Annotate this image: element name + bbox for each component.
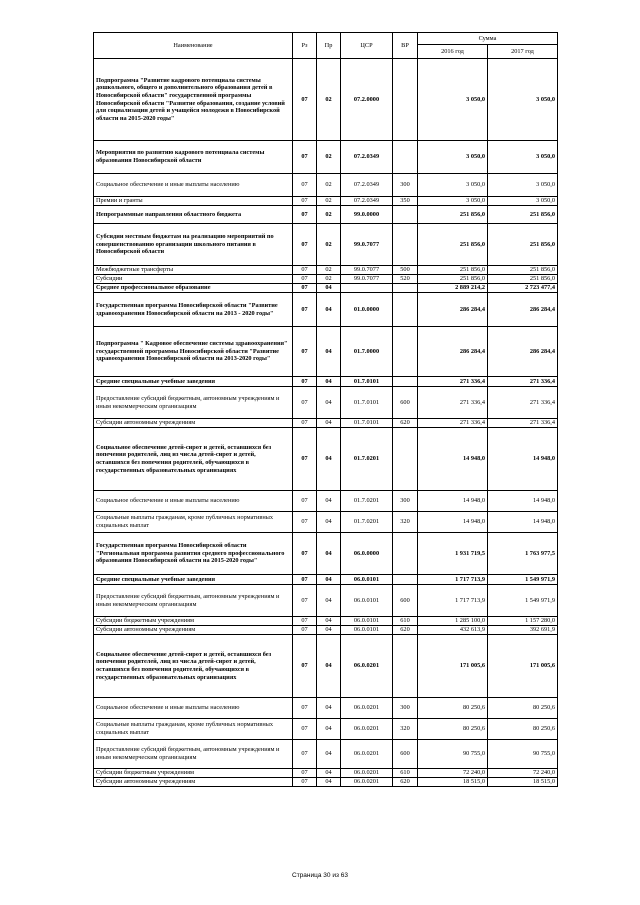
row-name: Мероприятия по развитию кадрового потенциала системы образования Новосибирской области <box>94 141 293 174</box>
row-amount-2017: 1 763 977,5 <box>488 533 558 575</box>
table-row <box>94 740 558 769</box>
row-vr: 600 <box>393 740 418 769</box>
header-csr: ЦСР <box>341 33 393 59</box>
table-row <box>94 224 558 266</box>
row-rz: 07 <box>293 174 317 197</box>
row-pr: 02 <box>317 197 341 206</box>
row-amount-2017: 251 856,0 <box>488 206 558 224</box>
table-row <box>94 387 558 419</box>
row-rz: 07 <box>293 206 317 224</box>
row-amount-2016: 1 285 100,0 <box>418 617 488 626</box>
row-amount-2017: 3 050,0 <box>488 141 558 174</box>
row-csr: 99.0.7077 <box>341 224 393 266</box>
row-rz: 07 <box>293 491 317 512</box>
row-name: Социальное обеспечение и иные выплаты населению <box>94 698 293 719</box>
row-pr: 04 <box>317 617 341 626</box>
row-name: Социальное обеспечение детей-сирот и детей, оставшихся без попечения родителей, лиц из числа детей-сирот и детей, оставшихся без попечения родителей, обучающихся в государственных образовательных организациях <box>94 428 293 491</box>
row-csr: 06.0.0201 <box>341 698 393 719</box>
row-rz: 07 <box>293 740 317 769</box>
row-pr: 04 <box>317 769 341 778</box>
row-amount-2017: 14 948,0 <box>488 512 558 533</box>
row-name: Субсидии бюджетным учреждениям <box>94 617 293 626</box>
row-amount-2016: 14 948,0 <box>418 491 488 512</box>
row-pr: 04 <box>317 512 341 533</box>
row-amount-2016: 1 717 713,9 <box>418 575 488 585</box>
row-pr: 02 <box>317 224 341 266</box>
header-name: Наименование <box>94 33 293 59</box>
row-csr: 07.2.0349 <box>341 197 393 206</box>
row-amount-2017: 3 050,0 <box>488 174 558 197</box>
row-amount-2017: 251 856,0 <box>488 266 558 275</box>
row-amount-2016: 271 336,4 <box>418 387 488 419</box>
row-vr <box>393 635 418 698</box>
row-amount-2016: 251 856,0 <box>418 266 488 275</box>
row-rz: 07 <box>293 141 317 174</box>
row-pr: 02 <box>317 174 341 197</box>
row-name: Субсидии автономным учреждениям <box>94 778 293 787</box>
header-year-2016: 2016 год <box>418 45 488 59</box>
row-pr: 04 <box>317 419 341 428</box>
row-vr: 610 <box>393 617 418 626</box>
row-rz: 07 <box>293 778 317 787</box>
row-amount-2016: 1 717 713,9 <box>418 585 488 617</box>
row-rz: 07 <box>293 293 317 327</box>
row-pr: 04 <box>317 740 341 769</box>
row-csr: 07.2.0000 <box>341 59 393 141</box>
row-amount-2016: 18 515,0 <box>418 778 488 787</box>
row-vr: 610 <box>393 769 418 778</box>
row-name: Предоставление субсидий бюджетным, автономным учреждениям и иным некоммерческим организациям <box>94 740 293 769</box>
row-amount-2016: 2 889 214,2 <box>418 284 488 293</box>
header-year-2017: 2017 год <box>488 45 558 59</box>
table-row <box>94 197 558 206</box>
row-csr: 06.0.0000 <box>341 533 393 575</box>
row-amount-2016: 3 050,0 <box>418 59 488 141</box>
row-vr: 600 <box>393 387 418 419</box>
row-pr: 02 <box>317 275 341 284</box>
row-name: Социальные выплаты гражданам, кроме публичных нормативных социальных выплат <box>94 719 293 740</box>
row-rz: 07 <box>293 585 317 617</box>
row-amount-2016: 3 050,0 <box>418 174 488 197</box>
row-pr: 04 <box>317 626 341 635</box>
table-row <box>94 635 558 698</box>
row-amount-2017: 271 336,4 <box>488 419 558 428</box>
row-rz: 07 <box>293 377 317 387</box>
row-amount-2016: 3 050,0 <box>418 197 488 206</box>
row-rz: 07 <box>293 327 317 377</box>
row-csr: 06.0.0201 <box>341 719 393 740</box>
row-vr <box>393 206 418 224</box>
row-amount-2017: 1 549 971,9 <box>488 575 558 585</box>
row-csr: 01.0.0000 <box>341 293 393 327</box>
row-amount-2016: 432 613,9 <box>418 626 488 635</box>
row-csr: 01.7.0101 <box>341 387 393 419</box>
row-pr: 04 <box>317 778 341 787</box>
row-vr: 350 <box>393 197 418 206</box>
row-vr <box>393 293 418 327</box>
row-name: Субсидии автономным учреждениям <box>94 626 293 635</box>
row-name: Социальное обеспечение и иные выплаты населению <box>94 174 293 197</box>
row-name: Государственная программа Новосибирской области "Региональная программа развития среднего профессионального образования Новосибирской области на 2015-2020 годы" <box>94 533 293 575</box>
row-amount-2017: 90 755,0 <box>488 740 558 769</box>
row-amount-2017: 14 948,0 <box>488 428 558 491</box>
row-csr: 99.0.0000 <box>341 206 393 224</box>
row-vr: 300 <box>393 698 418 719</box>
table-row <box>94 284 558 293</box>
row-pr: 04 <box>317 635 341 698</box>
row-amount-2016: 90 755,0 <box>418 740 488 769</box>
row-vr <box>393 224 418 266</box>
row-csr: 06.0.0101 <box>341 626 393 635</box>
row-rz: 07 <box>293 284 317 293</box>
row-amount-2017: 271 336,4 <box>488 377 558 387</box>
table-row <box>94 141 558 174</box>
row-amount-2017: 286 284,4 <box>488 293 558 327</box>
row-csr: 01.7.0201 <box>341 512 393 533</box>
page-footer: Страница 30 из 63 <box>292 872 348 879</box>
row-vr: 520 <box>393 275 418 284</box>
row-csr: 06.0.0201 <box>341 769 393 778</box>
row-rz: 07 <box>293 719 317 740</box>
row-rz: 07 <box>293 626 317 635</box>
table-row <box>94 512 558 533</box>
row-amount-2017: 3 050,0 <box>488 59 558 141</box>
row-amount-2017: 251 856,0 <box>488 275 558 284</box>
table-row <box>94 719 558 740</box>
row-pr: 02 <box>317 59 341 141</box>
row-rz: 07 <box>293 617 317 626</box>
row-name: Социальное обеспечение и иные выплаты населению <box>94 491 293 512</box>
row-amount-2017: 286 284,4 <box>488 327 558 377</box>
table-row <box>94 778 558 787</box>
row-name: Предоставление субсидий бюджетным, автономным учреждениям и иным некоммерческим организациям <box>94 387 293 419</box>
row-name: Средние специальные учебные заведения <box>94 575 293 585</box>
table-row <box>94 585 558 617</box>
row-amount-2017: 1 157 280,0 <box>488 617 558 626</box>
row-rz: 07 <box>293 275 317 284</box>
row-csr: 07.2.0349 <box>341 141 393 174</box>
table-row <box>94 533 558 575</box>
row-csr: 99.0.7077 <box>341 266 393 275</box>
row-pr: 02 <box>317 266 341 275</box>
table-row <box>94 575 558 585</box>
row-name: Непрограммные направления областного бюджета <box>94 206 293 224</box>
row-csr: 07.2.0349 <box>341 174 393 197</box>
row-amount-2017: 3 050,0 <box>488 197 558 206</box>
table-row <box>94 491 558 512</box>
row-vr <box>393 533 418 575</box>
row-vr: 300 <box>393 174 418 197</box>
row-pr: 04 <box>317 719 341 740</box>
row-pr: 04 <box>317 327 341 377</box>
row-rz: 07 <box>293 575 317 585</box>
row-pr: 04 <box>317 428 341 491</box>
row-rz: 07 <box>293 635 317 698</box>
row-rz: 07 <box>293 419 317 428</box>
row-amount-2016: 14 948,0 <box>418 428 488 491</box>
row-vr: 620 <box>393 778 418 787</box>
row-amount-2017: 14 948,0 <box>488 491 558 512</box>
row-amount-2016: 14 948,0 <box>418 512 488 533</box>
row-csr: 01.7.0201 <box>341 428 393 491</box>
row-vr: 300 <box>393 491 418 512</box>
budget-table <box>93 32 558 787</box>
row-csr: 06.0.0101 <box>341 617 393 626</box>
row-name: Социальное обеспечение детей-сирот и детей, оставшихся без попечения родителей, лиц из числа детей-сирот и детей, оставшихся без попечения родителей, обучающихся в государственных образовательных организациях <box>94 635 293 698</box>
row-name: Подпрограмма " Кадровое обеспечение системы здравоохранения" государственной программы Новосибирской области "Развитие здравоохранения Новосибирской области на 2013-2020 годы" <box>94 327 293 377</box>
row-vr <box>393 327 418 377</box>
row-name: Премии и гранты <box>94 197 293 206</box>
row-name: Средние специальные учебные заведения <box>94 377 293 387</box>
table-row <box>94 59 558 141</box>
row-pr: 04 <box>317 491 341 512</box>
table-row <box>94 327 558 377</box>
row-csr: 06.0.0201 <box>341 635 393 698</box>
row-amount-2017: 2 723 477,4 <box>488 284 558 293</box>
row-pr: 04 <box>317 387 341 419</box>
row-pr: 04 <box>317 698 341 719</box>
table-body <box>94 59 558 787</box>
row-rz: 07 <box>293 428 317 491</box>
row-rz: 07 <box>293 59 317 141</box>
row-name: Субсидии автономным учреждениям <box>94 419 293 428</box>
row-amount-2016: 1 931 719,5 <box>418 533 488 575</box>
row-rz: 07 <box>293 266 317 275</box>
row-vr <box>393 377 418 387</box>
row-rz: 07 <box>293 698 317 719</box>
row-amount-2016: 271 336,4 <box>418 377 488 387</box>
table-row <box>94 617 558 626</box>
row-amount-2016: 80 250,6 <box>418 698 488 719</box>
row-amount-2017: 1 549 971,9 <box>488 585 558 617</box>
row-amount-2017: 392 691,9 <box>488 626 558 635</box>
row-amount-2016: 251 856,0 <box>418 206 488 224</box>
row-amount-2017: 271 336,4 <box>488 387 558 419</box>
row-csr: 01.7.0101 <box>341 377 393 387</box>
row-amount-2016: 251 856,0 <box>418 275 488 284</box>
row-rz: 07 <box>293 387 317 419</box>
row-amount-2016: 251 856,0 <box>418 224 488 266</box>
row-rz: 07 <box>293 769 317 778</box>
header-sum: Сумма <box>418 33 558 45</box>
row-amount-2016: 271 336,4 <box>418 419 488 428</box>
row-csr: 99.0.7077 <box>341 275 393 284</box>
row-rz: 07 <box>293 512 317 533</box>
table-row <box>94 174 558 197</box>
header-rz: Рз <box>293 33 317 59</box>
table-row <box>94 377 558 387</box>
table-row <box>94 275 558 284</box>
row-amount-2016: 72 240,0 <box>418 769 488 778</box>
row-csr <box>341 284 393 293</box>
row-pr: 04 <box>317 575 341 585</box>
row-amount-2017: 80 250,6 <box>488 719 558 740</box>
row-vr: 320 <box>393 719 418 740</box>
row-name: Субсидии <box>94 275 293 284</box>
row-amount-2017: 72 240,0 <box>488 769 558 778</box>
table-row <box>94 698 558 719</box>
row-pr: 04 <box>317 585 341 617</box>
table-row <box>94 206 558 224</box>
row-amount-2017: 18 515,0 <box>488 778 558 787</box>
row-vr <box>393 575 418 585</box>
row-pr: 04 <box>317 377 341 387</box>
row-amount-2016: 171 005,6 <box>418 635 488 698</box>
row-pr: 04 <box>317 293 341 327</box>
row-vr: 320 <box>393 512 418 533</box>
row-vr <box>393 141 418 174</box>
table-row <box>94 626 558 635</box>
row-csr: 01.7.0201 <box>341 491 393 512</box>
table-row <box>94 293 558 327</box>
row-amount-2017: 251 856,0 <box>488 224 558 266</box>
row-amount-2016: 3 050,0 <box>418 141 488 174</box>
row-amount-2017: 171 005,6 <box>488 635 558 698</box>
row-name: Межбюджетные трансферты <box>94 266 293 275</box>
row-csr: 06.0.0101 <box>341 585 393 617</box>
table-row <box>94 769 558 778</box>
row-rz: 07 <box>293 224 317 266</box>
row-vr <box>393 284 418 293</box>
header-pr: Пр <box>317 33 341 59</box>
row-rz: 07 <box>293 533 317 575</box>
row-vr <box>393 428 418 491</box>
row-csr: 06.0.0201 <box>341 778 393 787</box>
row-amount-2016: 80 250,6 <box>418 719 488 740</box>
row-vr: 620 <box>393 626 418 635</box>
row-vr: 600 <box>393 585 418 617</box>
table-row <box>94 266 558 275</box>
row-pr: 02 <box>317 141 341 174</box>
row-amount-2016: 286 284,4 <box>418 327 488 377</box>
row-csr: 01.7.0101 <box>341 419 393 428</box>
row-csr: 06.0.0201 <box>341 740 393 769</box>
row-pr: 02 <box>317 206 341 224</box>
row-name: Субсидии местным бюджетам на реализацию мероприятий по совершенствованию организации школьного питания в Новосибирской области <box>94 224 293 266</box>
row-name: Среднее профессиональное образование <box>94 284 293 293</box>
row-csr: 06.0.0101 <box>341 575 393 585</box>
row-rz: 07 <box>293 197 317 206</box>
row-pr: 04 <box>317 533 341 575</box>
row-vr: 500 <box>393 266 418 275</box>
row-vr <box>393 59 418 141</box>
table-row <box>94 428 558 491</box>
header-vr: ВР <box>393 33 418 59</box>
row-pr: 04 <box>317 284 341 293</box>
row-amount-2017: 80 250,6 <box>488 698 558 719</box>
row-csr: 01.7.0000 <box>341 327 393 377</box>
row-name: Государственная программа Новосибирской области "Развитие здравоохранения Новосибирской области на 2013 - 2020 годы" <box>94 293 293 327</box>
row-name: Социальные выплаты гражданам, кроме публичных нормативных социальных выплат <box>94 512 293 533</box>
row-name: Субсидии бюджетным учреждениям <box>94 769 293 778</box>
row-vr: 620 <box>393 419 418 428</box>
row-amount-2016: 286 284,4 <box>418 293 488 327</box>
row-name: Подпрограмма "Развитие кадрового потенциала системы дошкольного, общего и дополнительного образования детей в Новосибирской области" государственной программы Новосибирской области "Развитие образования, создание условий для социализации детей и учащейся молодежи в Новосибирской области на 2015-2020 годы" <box>94 59 293 141</box>
table-row <box>94 419 558 428</box>
row-name: Предоставление субсидий бюджетным, автономным учреждениям и иным некоммерческим организациям <box>94 585 293 617</box>
